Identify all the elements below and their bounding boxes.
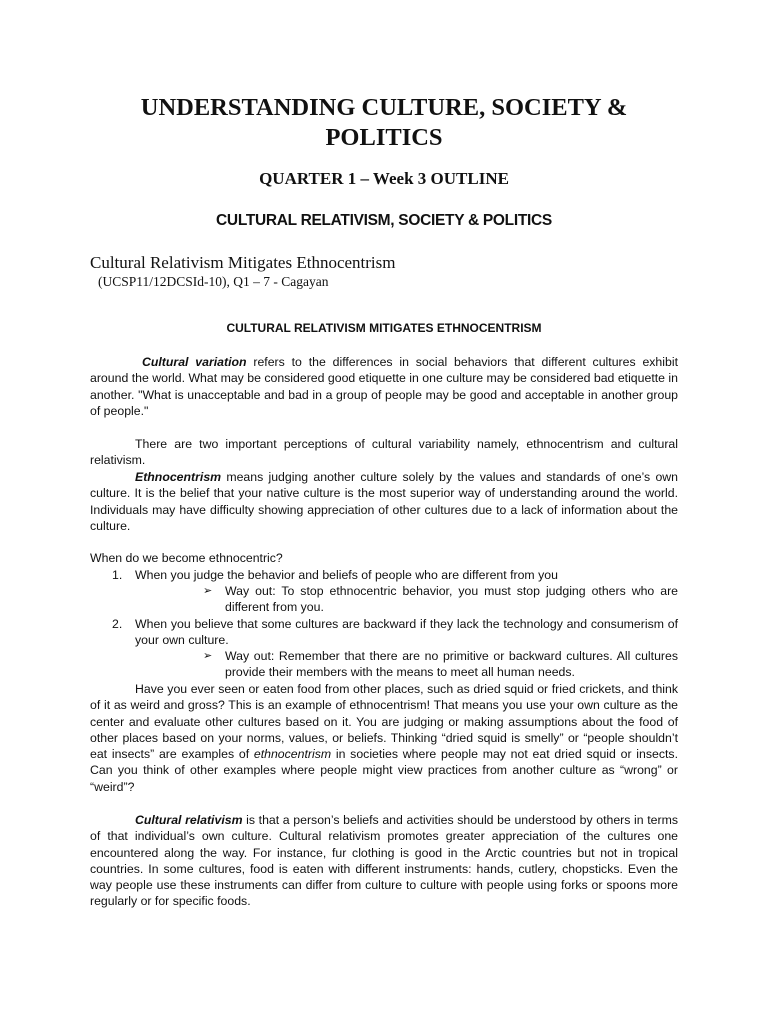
paragraph-text: There are two important perceptions of cultural variability namely, ethnocentrism and cultural relativism. <box>90 437 678 468</box>
term-cultural-relativism: Cultural relativism <box>135 813 243 827</box>
document-topic: CULTURAL RELATIVISM, SOCIETY & POLITICS <box>216 212 552 229</box>
paragraph-text: refers to the differences in social behaviors that different cultures exhibit around the world. What may be considered good etiquette in one culture may be considered bad etiquette in another. "What is unacceptable and bad in a group of people may be good and acceptable in another group of people." <box>90 355 678 418</box>
paragraph-cultural-variation <box>90 354 678 419</box>
arrow-bullet-icon: ➢ <box>203 584 213 597</box>
paragraph-text: in societies where people may not eat dried squid or insects. Can you think of other examples where people might view practices from another culture as “wrong” or “weird”? <box>90 747 678 794</box>
paragraph-text: means judging another culture solely by the values and standards of one’s own culture. It is the belief that your native culture is the most superior way of understanding around the world. Individuals may have difficulty showing appreciation of other cultures due to a lack of information about the culture. <box>90 470 678 533</box>
paragraph-perceptions <box>90 436 678 469</box>
paragraph-text: Have you ever seen or eaten food from other places, such as dried squid or fried crickets, and think of it as weird and gross? This is an example of ethnocentrism! That means you use your own culture as the center and evaluate other cultures based on it. You are judging or making assumptions about the food of other places based on your norms, values, or beliefs. Thinking “dried squid is smelly” or “people shouldn’t eat insects” are examples of <box>90 682 678 762</box>
paragraph-ethnocentrism <box>90 469 678 534</box>
sub-list-item <box>203 648 678 682</box>
sub-list-item <box>203 583 678 617</box>
document-subtitle: QUARTER 1 – Week 3 OUTLINE <box>259 169 509 188</box>
term-ethnocentrism-italic: ethnocentrism <box>253 747 332 762</box>
paragraph-text: is that a person’s beliefs and activities should be understood by others in terms of that individual’s own culture. Cultural relativism promotes greater appreciation of the cultures one encountered along the way. For instance, fur clothing is good in the Arctic countries but not in tropical countries. In some cultures, food is eaten with different instruments: hands, cutlery, chopsticks. Even the way people use these instruments can differ from culture to culture with people using forks or spoons more regularly or for specific foods. <box>90 813 678 909</box>
term-cultural-variation: Cultural variation <box>142 355 247 369</box>
lesson-title: Cultural Relativism Mitigates Ethnocentrism <box>90 253 396 272</box>
lesson-code: (UCSP11/12DCSId-10), Q1 – 7 - Cagayan <box>98 274 329 289</box>
sub-list-text: Way out: To stop ethnocentric behavior, you must stop judging others who are different from you. <box>225 584 678 615</box>
list-text: When you judge the behavior and beliefs of people who are different from you <box>135 568 558 582</box>
term-ethnocentrism: Ethnocentrism <box>135 470 222 484</box>
arrow-bullet-icon: ➢ <box>203 649 213 662</box>
list-item <box>90 616 678 650</box>
paragraph-cultural-relativism <box>90 812 678 910</box>
question-text: When do we become ethnocentric? <box>90 551 283 565</box>
list-number: 2. <box>112 617 123 631</box>
section-heading: CULTURAL RELATIVISM MITIGATES ETHNOCENTRISM <box>226 321 542 335</box>
sub-list-text: Way out: Remember that there are no primitive or backward cultures. All cultures provide their members with the means to meet all human needs. <box>225 649 678 680</box>
document-title: UNDERSTANDING CULTURE, SOCIETY & POLITICS <box>140 94 628 151</box>
list-text: When you believe that some cultures are backward if they lack the technology and consumerism of your own culture. <box>135 617 678 648</box>
paragraph-food-example <box>90 681 678 795</box>
list-item <box>90 567 678 584</box>
list-number: 1. <box>112 568 123 582</box>
